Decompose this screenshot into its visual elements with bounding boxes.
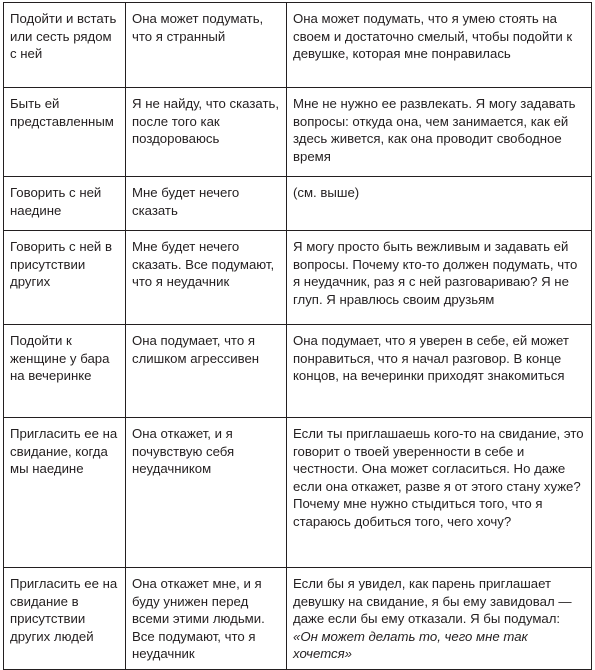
fear-cell: Мне будет нечего сказать (126, 177, 287, 231)
fear-cell: Я не найду, что сказать, после того как поздороваюсь (126, 88, 287, 177)
action-cell: Быть ей представленным (4, 88, 126, 177)
fear-cell: Она откажет, и я почувствую себя неудачником (126, 418, 287, 568)
reframe-cell: Она может подумать, что я умею стоять на своем и достаточно смелый, чтобы подойти к девушке, которая мне понравилась (287, 3, 592, 88)
fear-cell: Мне будет нечего сказать. Все подумают, что я неудачник (126, 231, 287, 325)
reframe-cell: Я могу просто быть вежливым и задавать ей вопросы. Почему кто-то должен подумать, что я неудачник, раз я с ней разговариваю? Я не глуп. Я нравлюсь своим друзьям (287, 231, 592, 325)
reframe-quote: «Он может делать то, чего мне так хочется» (293, 628, 528, 662)
action-cell: Пригласить ее на свидание в присутствии других людей (4, 568, 126, 670)
action-cell: Говорить с ней в присутствии других (4, 231, 126, 325)
table-row (4, 88, 592, 177)
table-row (4, 325, 592, 418)
table-row (4, 3, 592, 88)
fear-cell: Она откажет мне, и я буду унижен перед всеми этими людьми. Все подумают, что я неудачник (126, 568, 287, 670)
table-row (4, 177, 592, 231)
fear-cell: Она может подумать, что я странный (126, 3, 287, 88)
reframe-cell: Она подумает, что я уверен в себе, ей может понравиться, что я начал разговор. В конце концов, на вечеринки приходят знакомиться (287, 325, 592, 418)
action-cell: Подойти и встать или сесть рядом с ней (4, 3, 126, 88)
table-row (4, 231, 592, 325)
action-cell: Пригласить ее на свидание, когда мы наедине (4, 418, 126, 568)
table-row (4, 568, 592, 670)
reframe-text: Если бы я увидел, как парень приглашает девушку на свидание, я бы ему завидовал — даже если бы ему отказали. Я бы подумал: (293, 576, 572, 627)
table-row (4, 418, 592, 568)
fear-cell: Она подумает, что я слишком агрессивен (126, 325, 287, 418)
reframe-cell: Если ты приглашаешь кого-то на свидание, это говорит о твоей уверенности в себе и честности. Она может согласиться. Но даже если она откажет, разве я от этого стану хуже? Почему мне нужно стыдиться того, что я стараюсь добиться того, чего хочу? (287, 418, 592, 568)
reframe-cell (287, 568, 592, 670)
reframe-cell: Мне не нужно ее развлекать. Я могу задавать вопросы: откуда она, чем занимается, как ей здесь живется, как она проводит свободное время (287, 88, 592, 177)
action-cell: Говорить с ней наедине (4, 177, 126, 231)
situations-table (3, 2, 592, 670)
action-cell: Подойти к женщине у бара на вечеринке (4, 325, 126, 418)
reframe-cell: (см. выше) (287, 177, 592, 231)
